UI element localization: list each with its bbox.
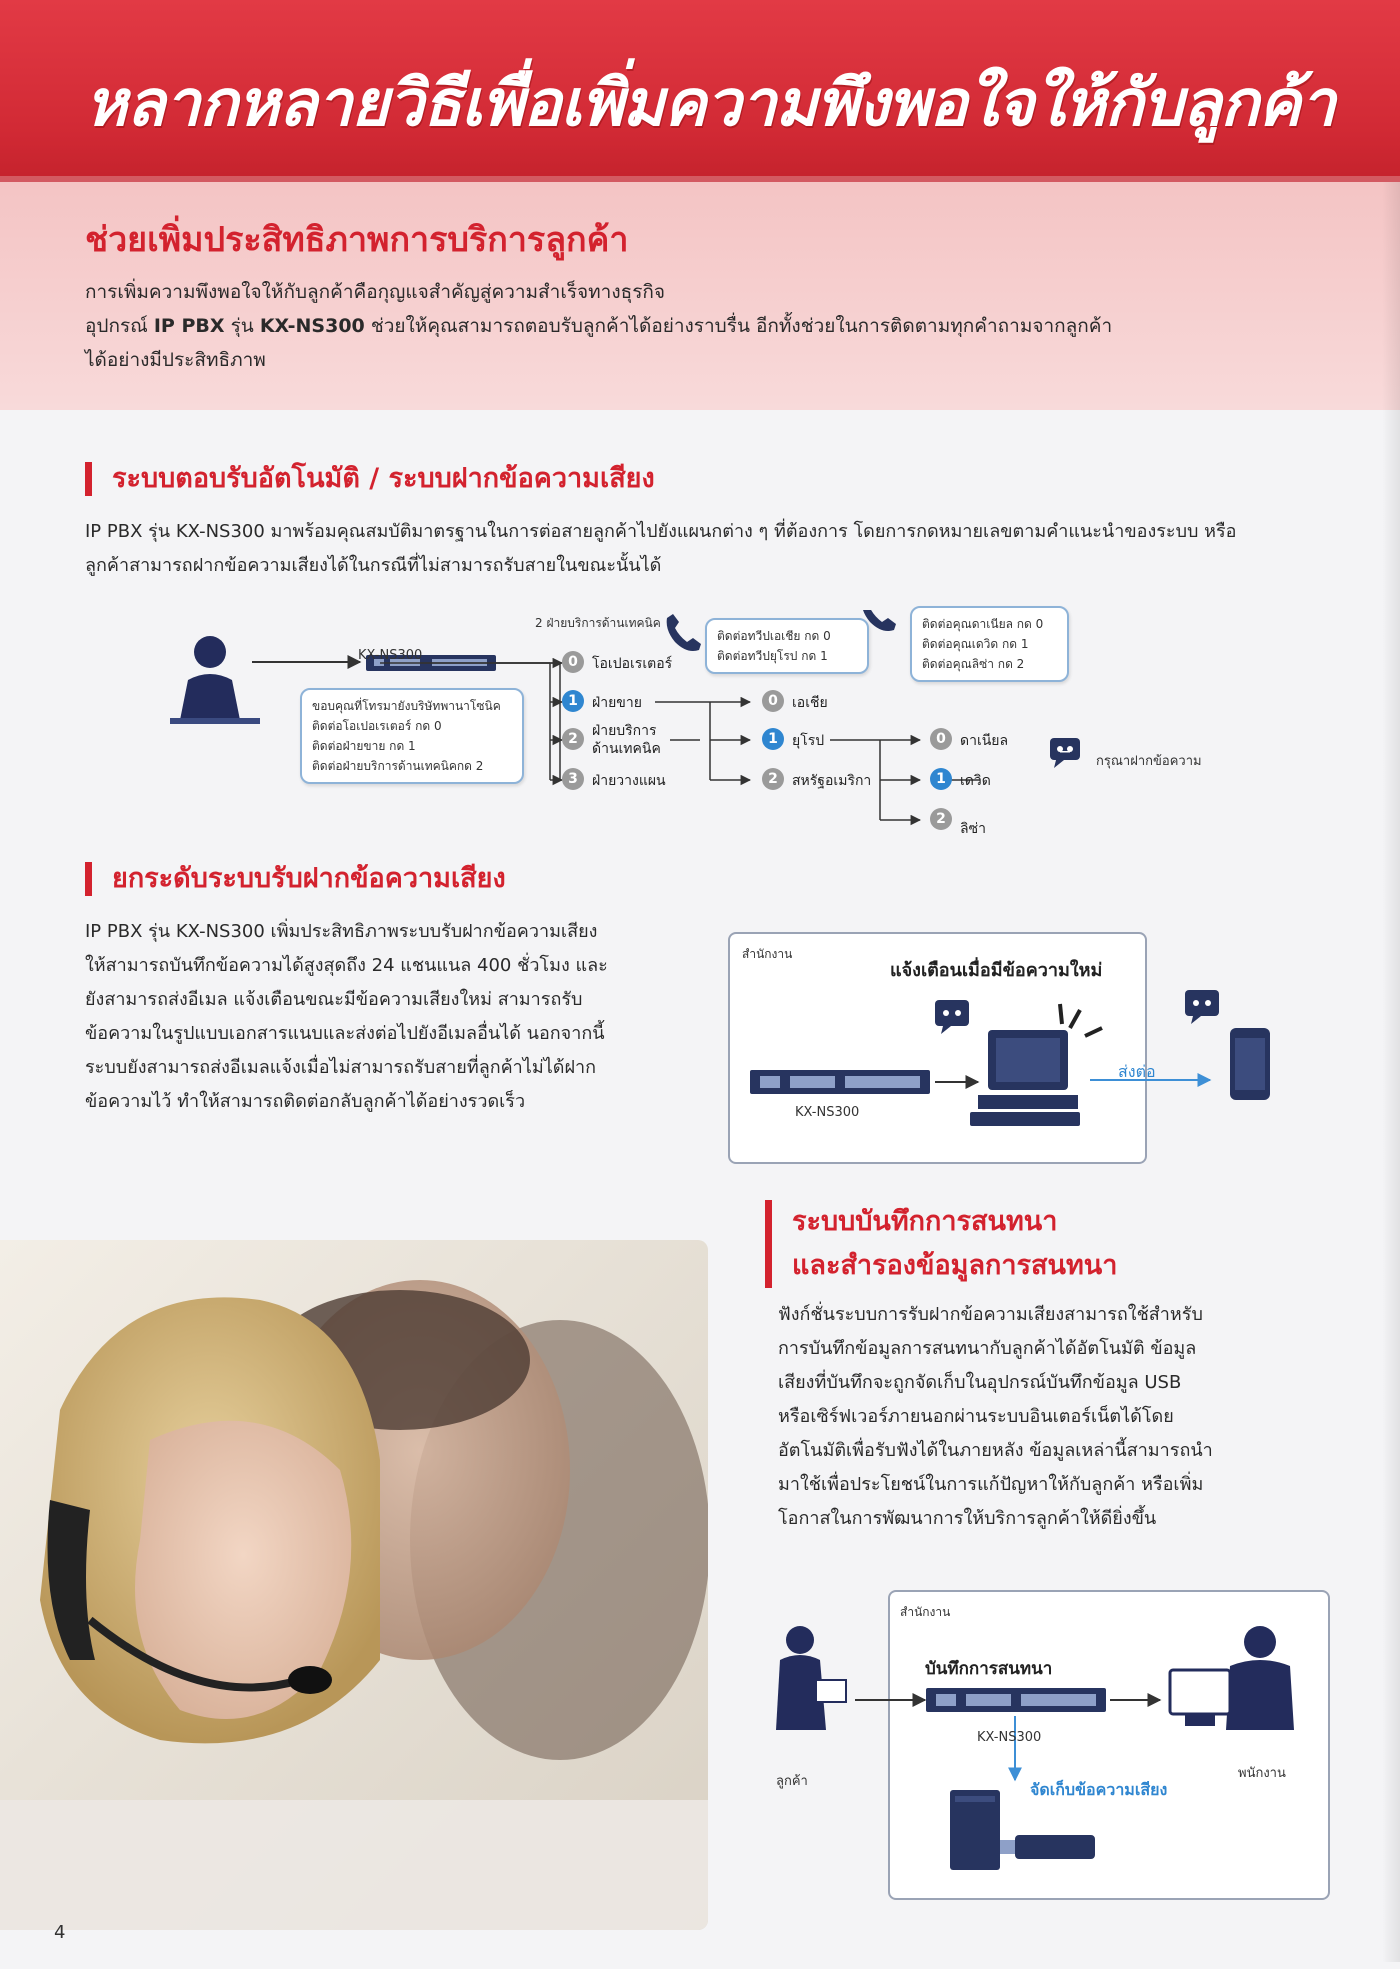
computer-icon — [970, 1030, 1080, 1126]
notify-label: แจ้งเตือนเมื่อมีข้อความใหม่ — [890, 960, 1103, 981]
section2-line: IP PBX รุ่น KX-NS300 เพิ่มประสิทธิภาพระบบรับฝากข้อความเสียง — [85, 921, 598, 942]
section3-line: อัตโนมัติเพื่อรับฟังได้ในภายหลัง ข้อมูลเหล่านี้สามารถนำ — [778, 1440, 1213, 1461]
region-label-asia: เอเชีย — [792, 695, 828, 711]
call-center-photo-illustration — [0, 1240, 708, 1930]
voicemail-bubble-icon-2 — [1185, 990, 1219, 1024]
forward-label: ส่งต่อ — [1118, 1062, 1156, 1081]
section3-heading — [765, 1200, 1117, 1288]
section3-heading-line-1: ระบบบันทึกการสนทนา — [792, 1206, 1058, 1237]
intro-product-model: KX-NS300 — [259, 315, 365, 337]
section3-line: โอกาสในการพัฒนาการให้บริการลูกค้าให้ดียิ่งขึ้น — [778, 1508, 1157, 1529]
recording-diagram — [760, 1620, 1300, 1890]
intro-line-2-suffix: ช่วยให้คุณสามารถตอบรับลูกค้าได้อย่างราบรื่น อีกทั้งช่วยในการติดตามทุกคำถามจากลูกค้า — [364, 315, 1113, 337]
option-label-planning: ฝ่ายวางแผน — [592, 773, 666, 789]
intro-line-1: การเพิ่มความพึงพอใจให้กับลูกค้าคือกุญแจสำคัญสู่ความสำเร็จทางธุรกิจ — [85, 281, 666, 303]
person-label-lisa: ลิซ่า — [960, 821, 986, 837]
section2-text — [85, 915, 705, 1119]
continent-line: ติดต่อทวีปยุโรป กด 1 — [717, 649, 828, 663]
smartphone-icon — [1230, 1028, 1270, 1100]
page-title: หลากหลายวิธีเพื่อเพิ่มความพึงพอใจให้กับลูกค้า — [85, 67, 1335, 141]
section3-line: หรือเซิร์ฟเวอร์ภายนอกผ่านระบบอินเตอร์เน็ตได้โดย — [778, 1406, 1174, 1427]
region-number-badge: 2 — [762, 768, 784, 790]
greeting-line: ติดต่อฝ่ายบริการด้านเทคนิคกด 2 — [312, 759, 484, 773]
greeting-line: ติดต่อฝ่ายขาย กด 1 — [312, 739, 416, 753]
section1-line-2: ลูกค้าสามารถฝากข้อความเสียงได้ในกรณีที่ไม่สามารถรับสายในขณะนั้นได้ — [85, 555, 662, 576]
section2-line: ข้อความไว้ ทำให้สามารถติดต่อกลับลูกค้าได้อย่างรวดเร็ว — [85, 1091, 526, 1112]
intro-text — [85, 275, 1335, 377]
section3-heading-line-2: และสำรองข้อมูลการสนทนา — [792, 1250, 1118, 1281]
customer-label: ลูกค้า — [776, 1774, 808, 1789]
office-label-2: สำนักงาน — [900, 1605, 951, 1619]
person-line: ติดต่อคุณดาเนียล กด 0 — [922, 617, 1044, 631]
section2-line: ข้อความในรูปแบบเอกสารแนบและส่งต่อไปยังอีเมลอื่นได้ นอกจากนี้ — [85, 1023, 605, 1044]
option-label-operator: โอเปอเรเตอร์ — [592, 656, 673, 672]
pbx-device-icon — [926, 1688, 1106, 1712]
office-label: สำนักงาน — [742, 947, 793, 961]
section1-line-1: IP PBX รุ่น KX-NS300 มาพร้อมคุณสมบัติมาตรฐานในการต่อสายลูกค้าไปยังแผนกต่าง ๆ ที่ต้องการ โดยการกดหมายเลขตามคำแนะนำของระบบ หรือ — [85, 521, 1237, 542]
voicemail-bubble-icon — [1050, 738, 1080, 768]
caller-person-icon — [170, 636, 260, 724]
staff-label: พนักงาน — [1238, 1766, 1286, 1781]
option-number-badge: 2 — [562, 728, 584, 750]
greeting-line: ขอบคุณที่โทรมายังบริษัทพานาโซนิค — [312, 699, 501, 713]
option-label-sales: ฝ่ายขาย — [592, 695, 642, 711]
person-line: ติดต่อคุณลิซ่า กด 2 — [922, 657, 1025, 671]
continent-line: ติดต่อทวีปเอเชีย กด 0 — [717, 629, 831, 643]
record-label: บันทึกการสนทนา — [925, 1659, 1053, 1679]
page-number: 4 — [54, 1922, 66, 1943]
option-number-badge: 1 — [562, 690, 584, 712]
section3-text — [778, 1298, 1338, 1536]
person-label-daniel: ดาเนียล — [960, 733, 1009, 749]
intro-heading: ช่วยเพิ่มประสิทธิภาพการบริการลูกค้า — [85, 220, 629, 260]
region-number-badge: 0 — [762, 690, 784, 712]
store-label: จัดเก็บข้อความเสียง — [1030, 1780, 1168, 1799]
staff-person-icon — [1170, 1626, 1294, 1730]
intro-product-ippbx: IP PBX — [153, 315, 225, 337]
phone-handset-icon — [667, 614, 701, 651]
page-fold-shadow — [1382, 182, 1400, 1962]
voicemail-notify-diagram — [730, 980, 1270, 1160]
section3-line: มาใช้เพื่อประโยชน์ในการแก้ปัญหาให้กับลูกค้า หรือเพิ่ม — [778, 1474, 1204, 1495]
section2-line: ให้สามารถบันทึกข้อความได้สูงสุดถึง 24 แชนแนล 400 ชั่วโมง และ — [85, 955, 608, 976]
voicemail-bubble-icon — [935, 1000, 969, 1034]
person-number-badge: 1 — [930, 768, 952, 790]
person-number-badge: 0 — [930, 728, 952, 750]
customer-person-icon — [776, 1626, 846, 1730]
section2-line: ยังสามารถส่งอีเมล แจ้งเตือนขณะมีข้อความเสียงใหม่ สามารถรับ — [85, 989, 583, 1010]
section3-line: การบันทึกข้อมูลการสนทนากับลูกค้าได้อัตโนมัติ ข้อมูล — [778, 1338, 1197, 1359]
section1-text — [85, 515, 1335, 583]
person-number-badge: 2 — [930, 808, 952, 830]
intro-line-2 — [85, 309, 1335, 343]
greeting-bubble — [300, 688, 524, 784]
device-label-2: KX-NS300 — [795, 1105, 860, 1120]
section3-line: เสียงที่บันทึกจะถูกจัดเก็บในอุปกรณ์บันทึกข้อมูล USB — [778, 1372, 1182, 1393]
call-center-photo — [0, 1240, 708, 1930]
voicemail-label: กรุณาฝากข้อความ — [1096, 754, 1202, 769]
tech-service-note: 2 ฝ่ายบริการด้านเทคนิค — [535, 616, 661, 630]
section2-line: ระบบยังสามารถส่งอีเมลแจ้งเมื่อไม่สามารถรับสายที่ลูกค้าไม่ได้ฝาก — [85, 1057, 596, 1078]
option-label-tech — [592, 722, 661, 758]
option-label-tech-1: ฝ่ายบริการ — [592, 723, 657, 739]
intro-line-2-prefix: อุปกรณ์ — [85, 315, 154, 337]
section3-line: ฟังก์ชั่นระบบการรับฝากข้อความเสียงสามารถใช้สำหรับ — [778, 1304, 1203, 1325]
person-label-david: เดวิด — [960, 773, 991, 789]
option-number-badge: 3 — [562, 768, 584, 790]
section2-heading: ยกระดับระบบรับฝากข้อความเสียง — [85, 862, 506, 896]
pbx-device-icon — [750, 1070, 930, 1094]
intro-line-3: ได้อย่างมีประสิทธิภาพ — [85, 349, 266, 371]
region-label-europe: ยุโรป — [792, 733, 825, 749]
person-bubble — [910, 606, 1069, 682]
region-label-usa: สหรัฐอเมริกา — [792, 773, 872, 789]
person-line: ติดต่อคุณเดวิด กด 1 — [922, 637, 1029, 651]
device-label: KX-NS300 — [358, 648, 423, 663]
greeting-line: ติดต่อโอเปอเรเตอร์ กด 0 — [312, 719, 442, 733]
device-label-3: KX-NS300 — [977, 1730, 1042, 1745]
continent-bubble — [705, 618, 869, 674]
section1-heading: ระบบตอบรับอัตโนมัติ / ระบบฝากข้อความเสียง — [85, 462, 655, 496]
intro-line-2-mid: รุ่น — [224, 315, 260, 337]
option-label-tech-2: ด้านเทคนิค — [592, 741, 661, 757]
option-number-badge: 0 — [562, 651, 584, 673]
region-number-badge: 1 — [762, 728, 784, 750]
